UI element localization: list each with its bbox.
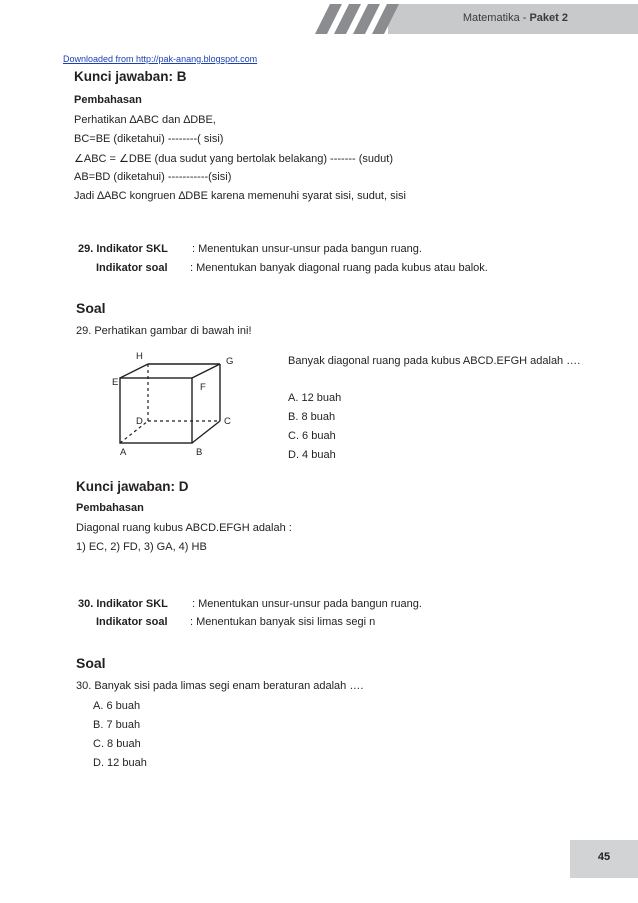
discussion-line: Jadi ∆ABC kongruen ∆DBE karena memenuhi syarat sisi, sudut, sisi: [74, 190, 406, 202]
discussion-line: BC=BE (diketahui) --------( sisi): [74, 133, 224, 145]
option-item: C. 8 buah: [93, 738, 141, 750]
option-item: B. 8 buah: [288, 411, 336, 423]
discussion-line: ∠ABC = ∠DBE (dua sudut yang bertolak belakang) ------- (sudut): [74, 153, 393, 165]
page-number: 45: [597, 851, 611, 863]
cube-label-d: D: [136, 416, 143, 427]
discussion-title-28: Pembahasan: [74, 94, 142, 106]
cube-label-e: E: [112, 377, 119, 388]
option-item: C. 6 buah: [288, 430, 336, 442]
cube-label-c: C: [224, 416, 231, 427]
question-prompt-29: 29. Perhatikan gambar di bawah ini!: [76, 325, 252, 337]
option-item: D. 12 buah: [93, 757, 147, 769]
option-item: A. 6 buah: [93, 700, 141, 712]
discussion-line: 1) EC, 2) FD, 3) GA, 4) HB: [76, 541, 207, 553]
discussion-title-29: Pembahasan: [76, 502, 144, 514]
header-subject: Matematika -: [462, 12, 530, 24]
answer-heading-29: Kunci jawaban: D: [76, 479, 189, 494]
soal-heading-30: Soal: [76, 655, 106, 671]
header-package: Paket 2: [529, 12, 568, 24]
cube-edge-eh: [120, 364, 148, 378]
header-title: [463, 12, 568, 24]
option-item: D. 4 buah: [288, 449, 336, 461]
cube-label-b: B: [196, 447, 203, 458]
skl-text-29: : Menentukan unsur-unsur pada bangun ruang.: [192, 243, 422, 255]
indicator-label-29: Indikator soal: [96, 262, 168, 274]
skl-label-29: 29. Indikator SKL: [78, 243, 168, 255]
option-item: B. 7 buah: [93, 719, 141, 731]
discussion-line: Diagonal ruang kubus ABCD.EFGH adalah :: [76, 522, 292, 534]
indicator-text-30: : Menentukan banyak sisi limas segi n: [190, 616, 376, 628]
download-link[interactable]: Downloaded from http://pak-anang.blogspot.com: [63, 54, 258, 64]
skl-text-30: : Menentukan unsur-unsur pada bangun ruang.: [192, 598, 422, 610]
cube-edge-bc: [192, 421, 220, 443]
soal-heading-29: Soal: [76, 300, 106, 316]
answer-heading-28: Kunci jawaban: B: [74, 69, 187, 84]
question-text-29: Banyak diagonal ruang pada kubus ABCD.EFGH adalah ….: [288, 355, 581, 367]
question-prompt-30: 30. Banyak sisi pada limas segi enam beraturan adalah ….: [76, 680, 364, 692]
discussion-line: Perhatikan ∆ABC dan ∆DBE,: [74, 114, 216, 126]
indicator-label-30: Indikator soal: [96, 616, 168, 628]
page-number-box: [570, 840, 638, 878]
cube-label-h: H: [136, 351, 143, 362]
skl-label-30: 30. Indikator SKL: [78, 598, 168, 610]
cube-label-a: A: [120, 447, 127, 458]
cube-edge-fg: [192, 364, 220, 378]
cube-front-face: [120, 378, 192, 443]
cube-label-g: G: [226, 356, 234, 367]
discussion-line: AB=BD (diketahui) -----------(sisi): [74, 171, 232, 183]
indicator-text-29: : Menentukan banyak diagonal ruang pada kubus atau balok.: [190, 262, 488, 274]
option-item: A. 12 buah: [288, 392, 342, 404]
cube-hidden-edge-ad: [120, 421, 148, 443]
cube-label-f: F: [200, 382, 206, 393]
